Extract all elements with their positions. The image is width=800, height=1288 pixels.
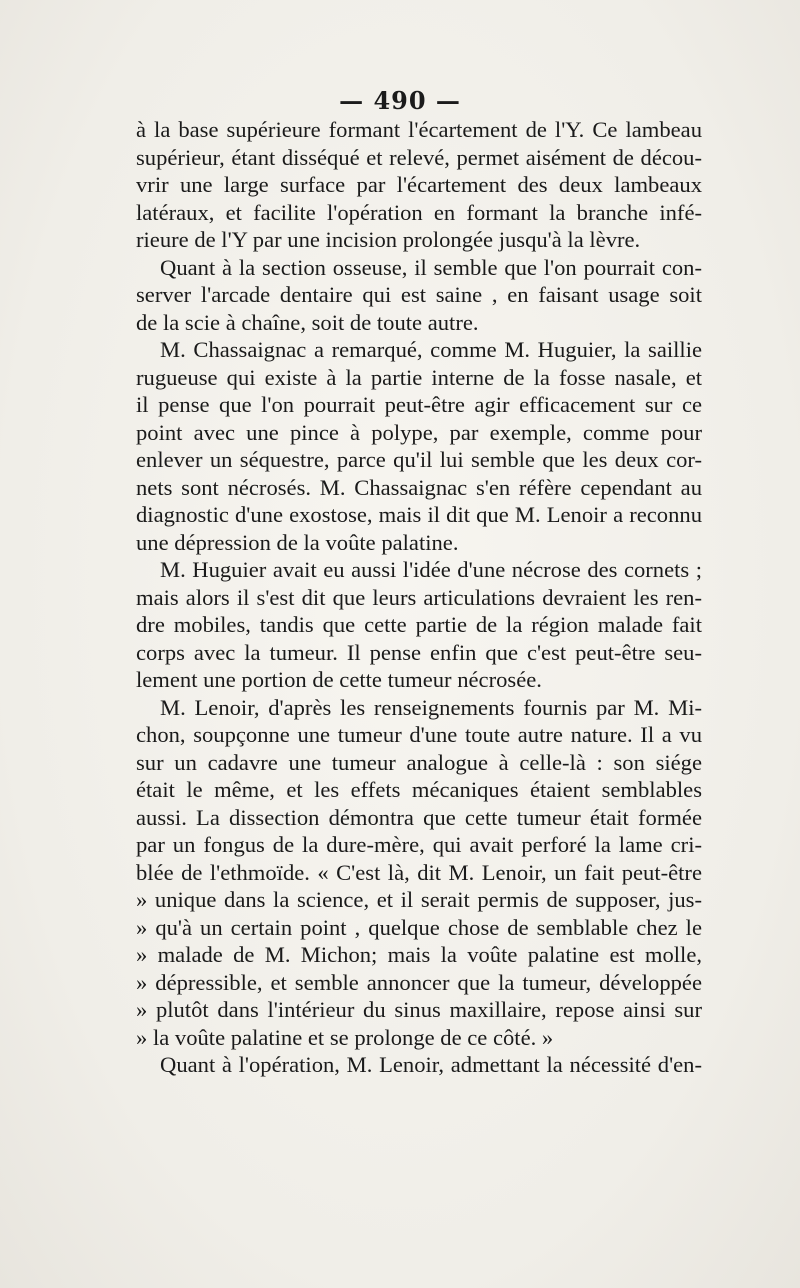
text-line: nets sont nécrosés. M. Chassaignac s'en réfère cependant au (136, 474, 702, 500)
text-line: lement une portion de cette tumeur nécrosée. (136, 667, 542, 692)
text-line: Quant à la section osseuse, il semble que l'on pourrait con- (160, 254, 702, 280)
text-line: rieure de l'Y par une incision prolongée jusqu'à la lèvre. (136, 227, 641, 252)
text-line: à la base supérieure formant l'écartement de l'Y. Ce lambeau (136, 117, 702, 142)
text-line: était le même, et les effets mécaniques étaient semblables (136, 777, 702, 802)
text-line: » malade de M. Michon; mais la voûte palatine est molle, (136, 942, 702, 967)
text-line: aussi. La dissection démontra que cette tumeur était formée (136, 804, 702, 830)
text-line: » dépressible, et semble annoncer que la tumeur, développée (136, 969, 702, 995)
text-line: » la voûte palatine et se prolonge de ce côté. » (136, 1024, 554, 1050)
text-line: point avec une pince à polype, par exemple, comme pour (136, 419, 702, 445)
text-line: par un fongus de la dure-mère, qui avait perforé la lame cri- (136, 832, 702, 857)
text-line: dre mobiles, tandis que cette partie de la région malade fait (136, 612, 702, 637)
text-line: enlever un séquestre, parce qu'il lui semble que les deux cor- (136, 447, 702, 472)
text-line: sur un cadavre une tumeur analogue à celle-là : son siége (136, 749, 702, 775)
text-line: il pense que l'on pourrait peut-être agir efficacement sur ce (136, 392, 702, 417)
text-line: rugueuse qui existe à la partie interne de la fosse nasale, et (136, 364, 702, 390)
page-number: — 490 — (339, 86, 461, 115)
text-line: M. Huguier avait eu aussi l'idée d'une nécrose des cornets ; (160, 557, 702, 582)
text-line: latéraux, et facilite l'opération en formant la branche infé- (136, 199, 702, 225)
text-line: server l'arcade dentaire qui est saine , en faisant usage soit (136, 282, 702, 307)
text-line: chon, soupçonne une tumeur d'une toute autre nature. Il a vu (136, 722, 702, 747)
text-line: une dépression de la voûte palatine. (136, 529, 459, 555)
text-line: M. Chassaignac a remarqué, comme M. Huguier, la saillie (160, 337, 702, 362)
text-line: M. Lenoir, d'après les renseignements fournis par M. Mi- (160, 694, 702, 720)
text-line: » plutôt dans l'intérieur du sinus maxillaire, repose ainsi sur (136, 997, 702, 1022)
text-line: » qu'à un certain point , quelque chose de semblable chez le (136, 914, 702, 940)
body-text (136, 116, 702, 1079)
text-line: » unique dans la science, et il serait permis de supposer, jus- (136, 887, 702, 912)
text-line: de la scie à chaîne, soit de toute autre. (136, 309, 479, 335)
text-line: diagnostic d'une exostose, mais il dit que M. Lenoir a reconnu (136, 502, 702, 527)
text-line: corps avec la tumeur. Il pense enfin que c'est peut-être seu- (136, 639, 702, 665)
text-line: Quant à l'opération, M. Lenoir, admettant la nécessité d'en- (160, 1052, 702, 1077)
text-line: mais alors il s'est dit que leurs articulations devraient les ren- (136, 584, 702, 610)
text-line: supérieur, étant disséqué et relevé, permet aisément de décou- (136, 144, 702, 170)
text-line: blée de l'ethmoïde. « C'est là, dit M. Lenoir, un fait peut-être (136, 859, 702, 885)
text-line: vrir une large surface par l'écartement des deux lambeaux (136, 172, 702, 197)
